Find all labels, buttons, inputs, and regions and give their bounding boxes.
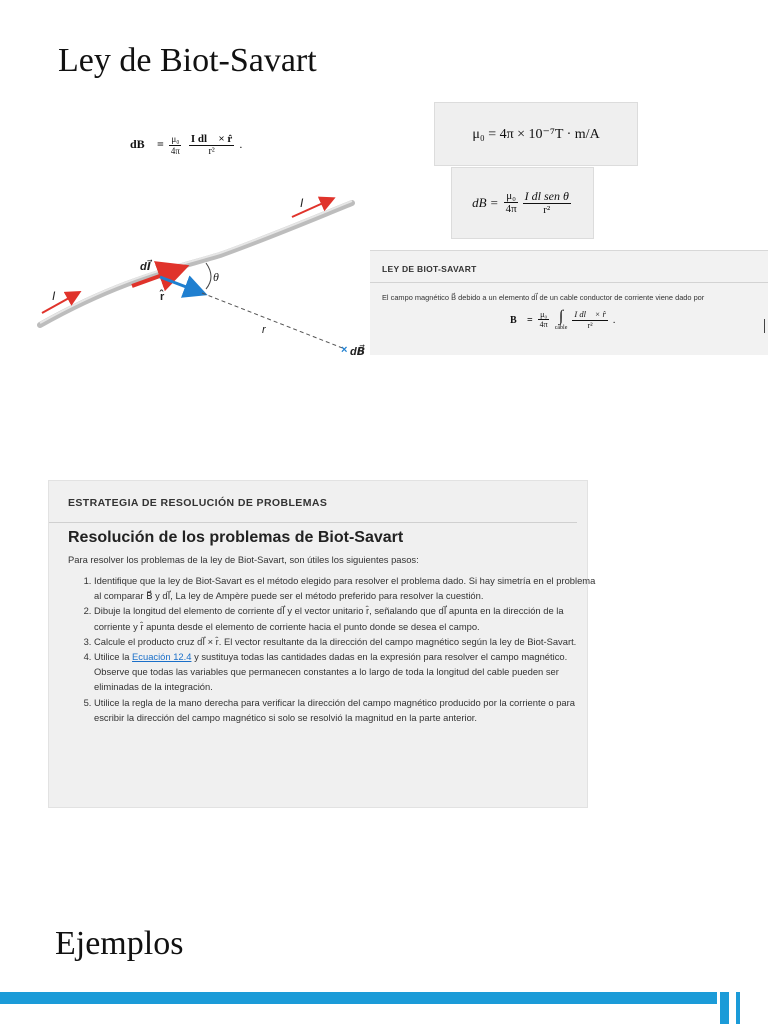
eq-den: r² <box>208 146 215 158</box>
step4-prefix: Utilice la <box>94 651 130 663</box>
strategy-header: ESTRATEGIA DE RESOLUCIÓN DE PROBLEMAS <box>68 497 328 509</box>
mu0-value: μ₀ = 4π × 10⁻⁷T · m/A <box>472 126 600 142</box>
footer-accent-mark-thin <box>736 992 740 1024</box>
eq-tail: . <box>239 137 243 152</box>
db-den: r² <box>543 203 551 216</box>
db-lhs: dB = <box>472 195 499 210</box>
strategy-box <box>48 480 596 808</box>
eq-main-fraction <box>189 133 234 158</box>
db-mu-fraction <box>504 190 519 216</box>
law-eq-integral <box>555 309 568 331</box>
theta-arc <box>206 263 211 289</box>
law-eq-mu-den: 4π <box>539 320 548 330</box>
r-line <box>202 293 345 349</box>
law-eq-num: I dl⃗ × r̂ <box>574 309 606 320</box>
wire <box>40 203 352 325</box>
biot-savart-diagram <box>30 185 375 370</box>
db-num: I dl sen θ <box>524 188 569 203</box>
label-I-right: I <box>300 196 304 210</box>
label-dl: dl⃗ <box>140 261 151 273</box>
strategy-step: 1. Identifique que la ley de Biot-Savart es el método elegido para resolver el problema dado. Si hay simetría en el problema al comparar B⃗ y dl⃗, La ley de Ampère puede ser el método preferido para resolver la cuestión. <box>94 573 599 603</box>
law-box-bracket <box>764 319 768 333</box>
law-eq-subscript: cable <box>554 325 568 331</box>
db-mu-num: μ₀ <box>506 190 516 203</box>
law-box-text: El campo magnético B⃗ debido a un elemento dl⃗ de un cable conductor de corriente viene dado por <box>382 293 705 302</box>
strategy-divider <box>49 522 577 523</box>
equation-12-4-link[interactable]: Ecuación 12.4 <box>132 651 192 663</box>
law-eq-mu-num: μ₀ <box>540 309 548 319</box>
r-hat-vector <box>160 277 202 293</box>
label-r: r <box>262 324 266 336</box>
strategy-step: 2. Dibuje la longitud del elemento de corriente dl⃗ y el vector unitario r̂, señalando que dl⃗ apunta en la dirección de la corriente y r̂ apunta desde el elemento de corriente hacia el punto donde se desea el campo. <box>94 603 599 633</box>
eq-mu-num: μ₀ <box>171 133 180 144</box>
label-x-point: × <box>341 344 348 356</box>
slide-title: Ley de Biot-Savart <box>58 42 317 79</box>
eq-mu-den: 4π <box>170 145 180 156</box>
label-dB: dB⃗ <box>350 346 366 358</box>
law-box-header: LEY DE BIOT-SAVART <box>382 264 477 274</box>
law-box-divider <box>370 282 768 283</box>
footer-accent-mark <box>720 992 729 1024</box>
examples-title: Ejemplos <box>55 925 184 962</box>
law-eq-integral-sign: ∫ <box>558 308 564 325</box>
step4-text: y sustituya todas las cantidades dadas en la expresión para resolver el campo magnético. Observe que todas las variables que permanecen constantes a lo largo de toda la longitud del cable pueden ser eliminadas de la integración. <box>94 651 568 693</box>
eq-lhs: dB⃗ = <box>130 137 164 152</box>
biot-savart-equation <box>130 133 242 158</box>
law-box-equation <box>510 309 615 331</box>
strategy-step: 3. Calcule el producto cruz dl⃗ × r̂. El vector resultante da la dirección del campo magnético según la ley de Biot-Savart. <box>94 634 599 649</box>
law-eq-tail: . <box>612 314 616 326</box>
biot-savart-law-box <box>370 250 768 355</box>
db-mu-den: 4π <box>505 203 517 216</box>
mu0-constant-box <box>434 102 638 166</box>
strategy-subtitle: Resolución de los problemas de Biot-Savart <box>68 529 404 546</box>
law-eq-mu-fraction <box>538 311 550 330</box>
law-eq-den: r² <box>587 320 593 330</box>
law-eq-lhs: B⃗ = <box>510 314 533 326</box>
strategy-steps <box>68 573 599 725</box>
label-r-hat: r̂ <box>160 291 165 303</box>
strategy-step: 5. Utilice la regla de la mano derecha para verificar la dirección del campo magnético producido por la corriente o para escribir la dirección del campo magnético si solo se resolvió la magnitud en la parte anterior. <box>94 695 599 725</box>
law-eq-fraction <box>572 310 607 330</box>
eq-num: I dl⃗ × r̂ <box>190 133 233 145</box>
eq-mu-fraction <box>169 135 182 156</box>
strategy-intro: Para resolver los problemas de la ley de Biot-Savart, son útiles los siguientes pasos: <box>68 554 419 565</box>
label-I-left: I <box>52 289 56 303</box>
strategy-step <box>94 649 599 695</box>
db-magnitude-box <box>451 167 594 239</box>
label-theta: θ <box>213 270 219 284</box>
footer-accent-bar <box>0 992 717 1004</box>
db-fraction <box>523 190 571 217</box>
